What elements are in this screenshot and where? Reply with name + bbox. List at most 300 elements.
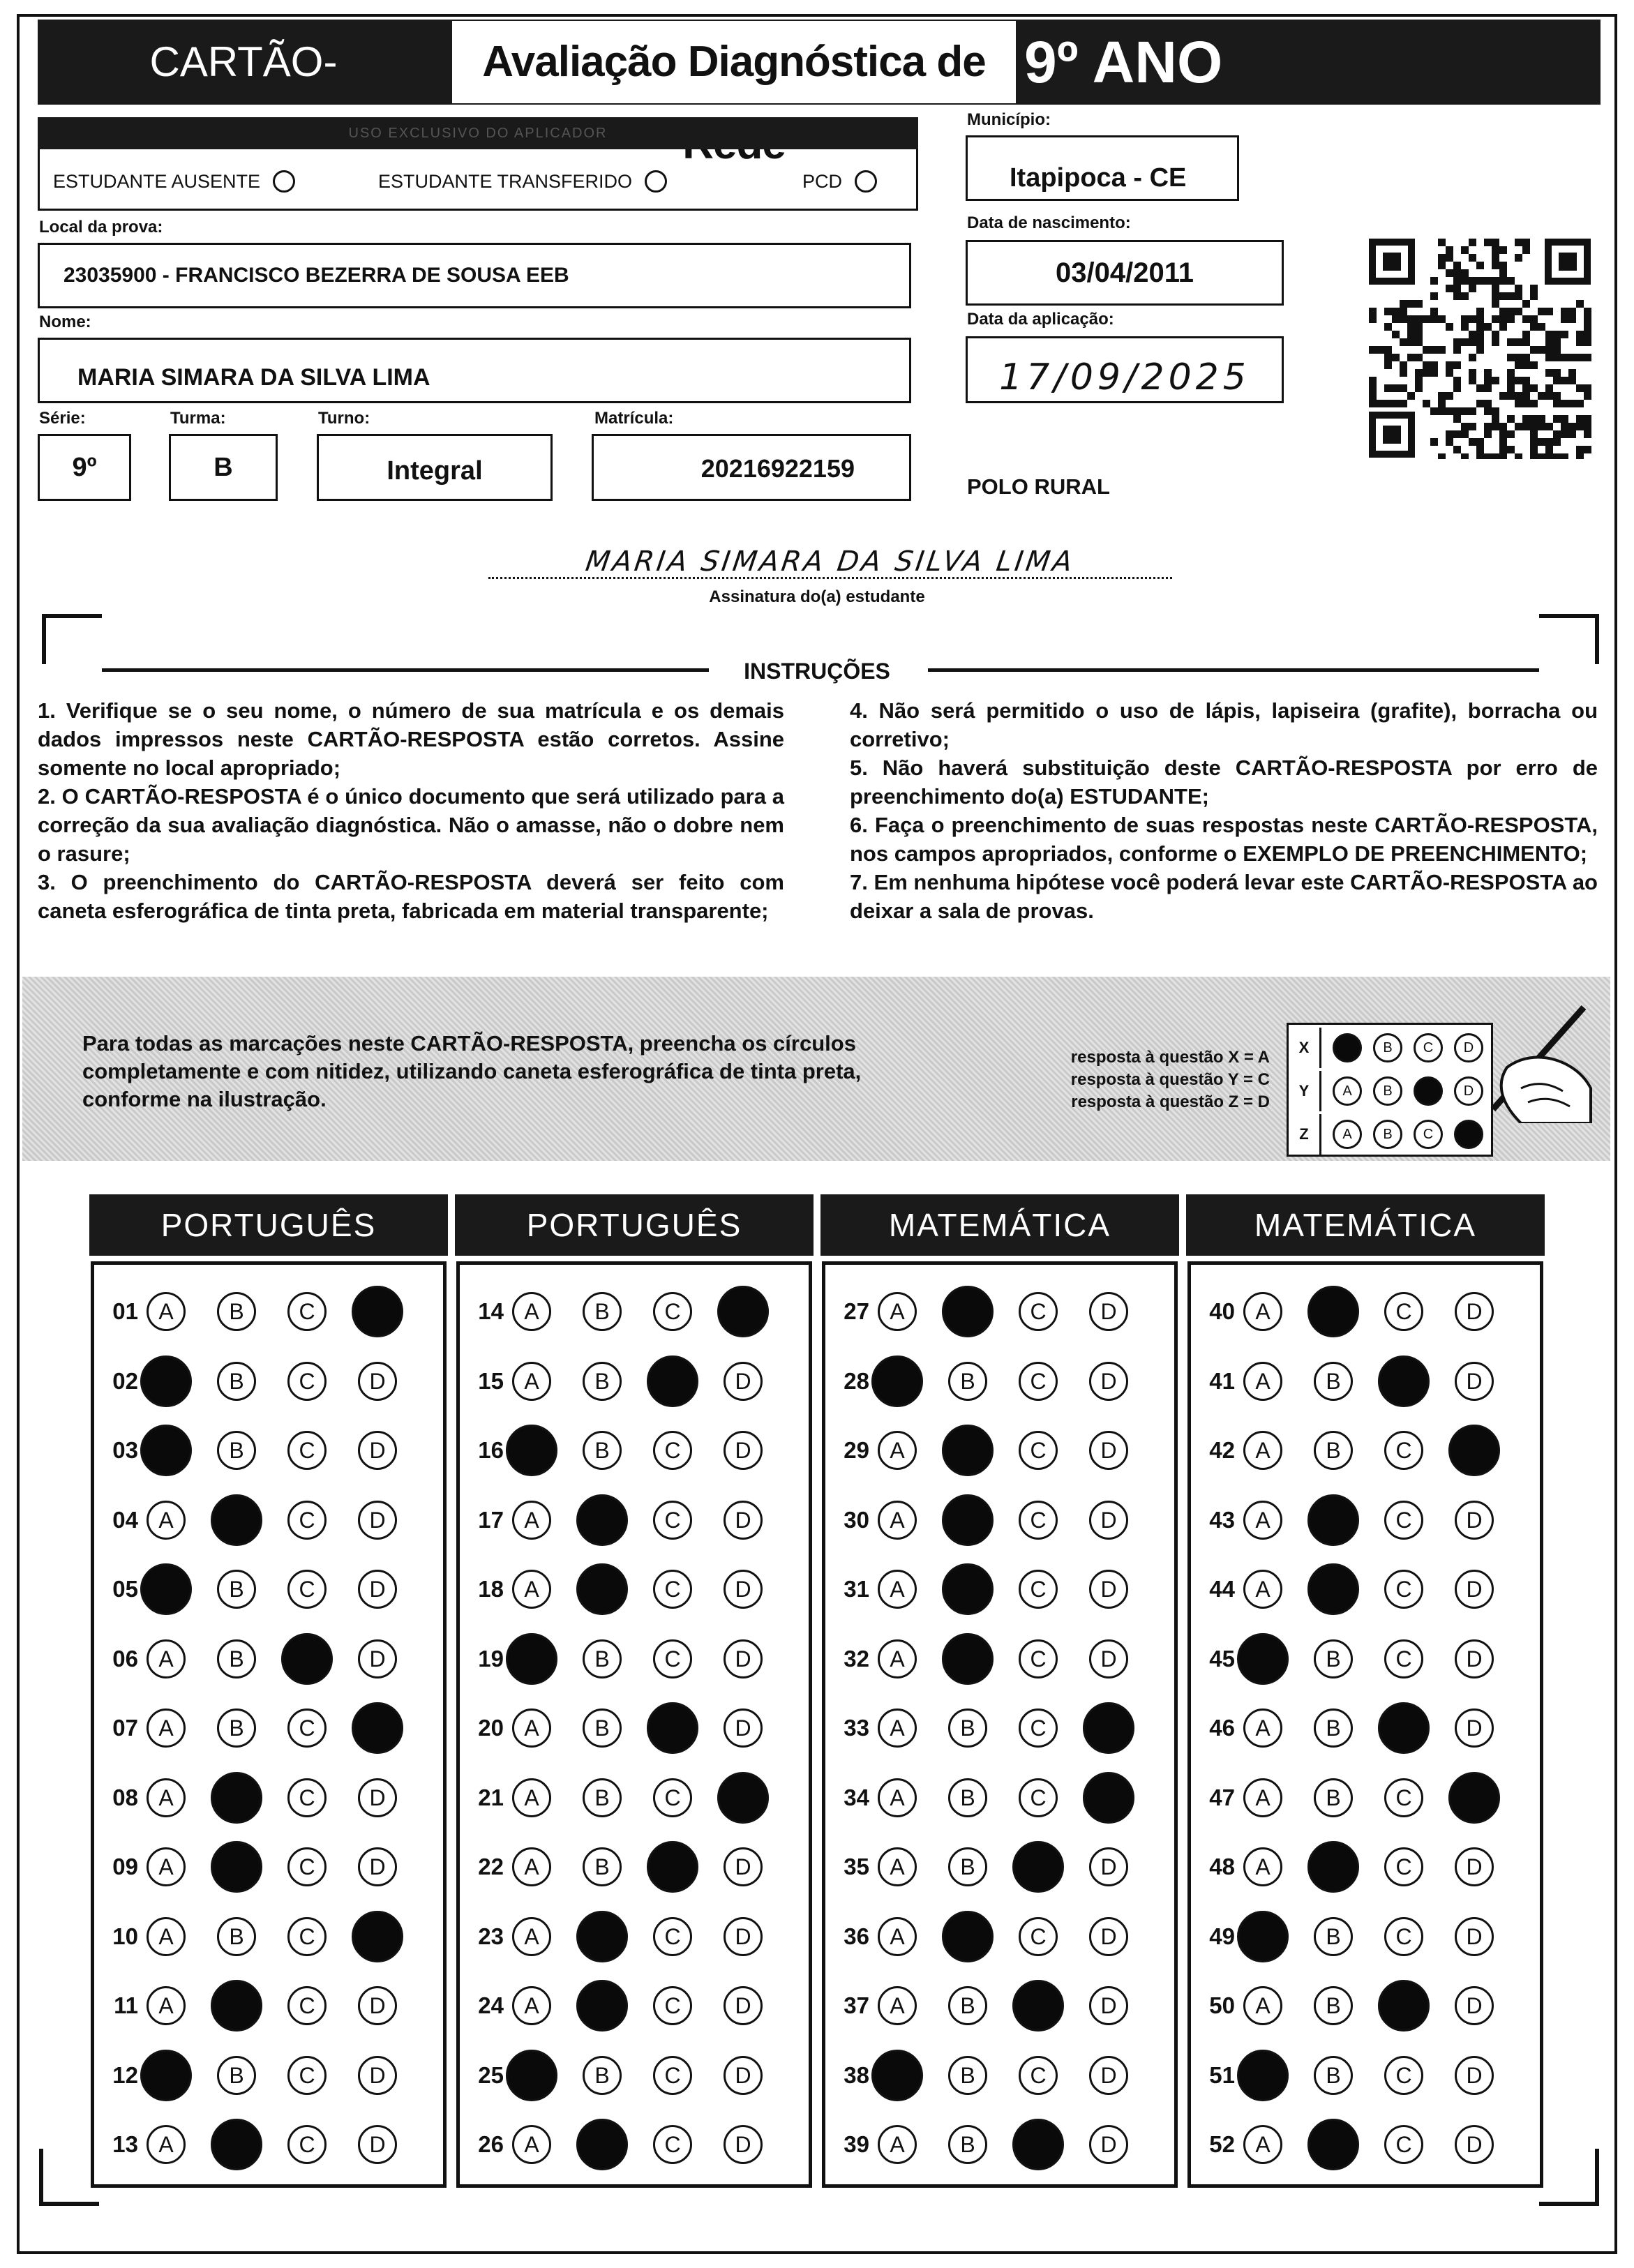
answer-bubble-b[interactable]: B [1314,1362,1353,1401]
answer-bubble-a[interactable]: A [1243,1362,1282,1401]
question-number: 44 [1209,1576,1235,1602]
answer-bubble-b[interactable]: B [583,1708,622,1748]
answer-bubble-c[interactable]: C [1019,1292,1058,1331]
nascimento-label: Data de nascimento: [967,213,1131,232]
answer-bubble-d[interactable]: D [1089,1639,1128,1679]
question-row [98,1281,428,1342]
answer-bubble-b[interactable]: B [1314,1708,1353,1748]
answer-bubble-a[interactable] [140,1425,192,1476]
answer-bubble-b[interactable] [576,1911,628,1962]
question-row [829,2045,1160,2106]
question-number: 30 [844,1506,869,1533]
answer-bubble-a[interactable]: A [512,1778,551,1817]
answer-bubble-b[interactable]: B [948,1778,987,1817]
answer-bubble-d[interactable] [352,1702,403,1754]
answer-bubble-c[interactable] [1012,1841,1064,1893]
answer-bubble-d[interactable]: D [724,1708,763,1748]
question-number: 29 [844,1437,869,1463]
answer-bubble-d[interactable]: D [358,1986,397,2025]
serie-field: 9º [38,434,131,501]
answer-bubble-a[interactable]: A [1243,2125,1282,2164]
answer-bubble-c[interactable]: C [653,1431,692,1470]
question-number: 51 [1209,2062,1235,2088]
answer-bubble-c[interactable]: C [1019,1431,1058,1470]
answer-bubble-a[interactable] [871,1355,923,1407]
answer-bubble-b[interactable]: B [217,1292,256,1331]
answer-bubble-c[interactable]: C [653,1570,692,1609]
example-bubble-c [1414,1076,1443,1106]
question-number: 32 [844,1645,869,1672]
answer-bubble-b[interactable] [576,1563,628,1615]
answer-bubble-a[interactable]: A [147,1639,186,1679]
answer-bubble-d[interactable]: D [1455,2125,1494,2164]
answer-bubble-c[interactable]: C [287,2056,327,2095]
answer-bubble-d[interactable]: D [358,2056,397,2095]
answer-bubble-c[interactable]: C [1019,2056,1058,2095]
answer-bubble-c[interactable]: C [287,1847,327,1886]
answer-bubble-b[interactable]: B [217,1431,256,1470]
answer-bubble-d[interactable]: D [1089,1362,1128,1401]
answer-bubble-a[interactable] [1237,1911,1289,1962]
question-row [1194,1559,1525,1620]
answer-bubble-b[interactable]: B [217,1708,256,1748]
answer-bubble-c[interactable]: C [287,1292,327,1331]
answer-bubble-c[interactable]: C [1019,1639,1058,1679]
answer-bubble-c[interactable]: C [1019,1708,1058,1748]
answer-bubble-d[interactable]: D [1455,1708,1494,1748]
answer-bubble-d[interactable]: D [1455,1986,1494,2025]
answer-bubble-b[interactable] [1307,1563,1359,1615]
answer-bubble-b[interactable]: B [1314,1986,1353,2025]
signature-caption: Assinatura do(a) estudante [709,587,925,606]
answer-bubble-a[interactable]: A [1243,1847,1282,1886]
question-number: 23 [478,1923,504,1949]
question-row [463,1975,794,2036]
answer-bubble-c[interactable]: C [653,1986,692,2025]
answer-bubble-d[interactable]: D [1089,1570,1128,1609]
pcd-bubble[interactable] [855,170,877,193]
transferred-bubble[interactable] [645,170,667,193]
answer-bubble-d[interactable]: D [358,2125,397,2164]
answer-bubble-b[interactable]: B [583,2056,622,2095]
answer-bubble-d[interactable]: D [1089,1847,1128,1886]
answer-bubble-b[interactable] [1307,1286,1359,1337]
answer-bubble-b[interactable]: B [948,1708,987,1748]
answer-bubble-d[interactable] [1448,1425,1500,1476]
answer-bubble-c[interactable]: C [287,1570,327,1609]
answer-bubble-d[interactable]: D [724,1431,763,1470]
answer-bubble-d[interactable]: D [1455,1501,1494,1540]
answer-bubble-c[interactable]: C [287,1708,327,1748]
absent-bubble[interactable] [273,170,295,193]
answer-bubble-c[interactable]: C [1384,1570,1423,1609]
answer-bubble-d[interactable]: D [358,1639,397,1679]
answer-bubble-b[interactable]: B [583,1778,622,1817]
answer-bubble-a[interactable]: A [878,1639,917,1679]
answer-bubble-c[interactable]: C [287,1431,327,1470]
answer-bubble-b[interactable] [211,2119,262,2170]
answer-bubble-c[interactable]: C [1019,1362,1058,1401]
answer-bubble-a[interactable]: A [512,1362,551,1401]
answer-bubble-d[interactable]: D [358,1570,397,1609]
answer-bubble-a[interactable]: A [1243,1778,1282,1817]
answer-bubble-a[interactable]: A [1243,1501,1282,1540]
question-row [1194,1906,1525,1967]
answer-bubble-d[interactable] [1083,1702,1134,1754]
question-row [463,1628,794,1690]
question-row [829,2114,1160,2175]
answer-bubble-d[interactable]: D [1089,2056,1128,2095]
answer-bubble-c[interactable] [647,1841,698,1893]
answer-bubble-c[interactable]: C [653,1501,692,1540]
answer-bubble-c[interactable]: C [287,1917,327,1956]
example-bubble-b: B [1373,1120,1402,1149]
question-number: 26 [478,2131,504,2157]
answer-bubble-a[interactable]: A [147,1501,186,1540]
answer-bubble-b[interactable] [942,1286,994,1337]
answer-bubble-c[interactable] [1378,1355,1430,1407]
answer-bubble-d[interactable]: D [1089,1431,1128,1470]
answer-bubble-c[interactable]: C [287,1362,327,1401]
answer-bubble-b[interactable]: B [583,1847,622,1886]
question-row [829,1420,1160,1481]
answer-bubble-d[interactable]: D [1089,1986,1128,2025]
question-number: 14 [478,1298,504,1324]
answer-bubble-a[interactable]: A [878,1917,917,1956]
question-row [1194,1836,1525,1898]
question-row [829,1836,1160,1898]
question-number: 40 [1209,1298,1235,1324]
question-row [829,1281,1160,1342]
answer-bubble-d[interactable]: D [1089,1292,1128,1331]
answer-bubble-c[interactable]: C [1384,2056,1423,2095]
answer-bubble-a[interactable] [506,1633,557,1685]
answer-bubble-b[interactable] [942,1911,994,1962]
answer-bubble-a[interactable]: A [1243,1708,1282,1748]
question-row [98,1628,428,1690]
section-header: PORTUGUÊS [89,1194,448,1256]
answer-bubble-c[interactable]: C [653,1917,692,1956]
answer-bubble-b[interactable] [211,1980,262,2032]
instruction-item: 6. Faça o preenchimento de suas respostas neste CARTÃO-RESPOSTA, nos campos apropriados, conforme o EXEMPLO DE PREENCHIMENTO; [850,813,1598,866]
answer-bubble-b[interactable] [942,1494,994,1546]
answer-bubble-a[interactable]: A [147,1986,186,2025]
answer-bubble-b[interactable]: B [217,1917,256,1956]
answer-bubble-d[interactable]: D [358,1847,397,1886]
answer-bubble-b[interactable] [1307,1841,1359,1893]
answer-bubble-c[interactable] [647,1702,698,1754]
matricula-field: 20216922159 [592,434,911,501]
answer-bubble-a[interactable]: A [1243,1431,1282,1470]
qr-code [1367,237,1592,459]
answer-bubble-b[interactable] [576,2119,628,2170]
answer-bubble-c[interactable]: C [653,2125,692,2164]
question-number: 17 [478,1506,504,1533]
answer-bubble-a[interactable]: A [878,1570,917,1609]
example-row-label: Y [1289,1071,1321,1111]
answer-bubble-c[interactable]: C [287,1501,327,1540]
answer-bubble-a[interactable]: A [147,1292,186,1331]
corner-mark-br [1539,2149,1599,2206]
answer-bubble-c[interactable]: C [1384,2125,1423,2164]
answer-bubble-d[interactable]: D [1089,1917,1128,1956]
example-row [1289,1028,1491,1068]
answer-bubble-b[interactable]: B [948,2125,987,2164]
answer-bubble-c[interactable]: C [287,1778,327,1817]
question-row [463,1906,794,1967]
answer-bubble-a[interactable]: A [878,1292,917,1331]
answer-bubble-d[interactable]: D [1089,2125,1128,2164]
answer-bubble-a[interactable]: A [512,1917,551,1956]
answer-bubble-b[interactable]: B [948,1362,987,1401]
example-row-label: Z [1289,1114,1321,1155]
answer-bubble-a[interactable]: A [1243,1292,1282,1331]
answer-bubble-c[interactable] [1378,1980,1430,2032]
question-row [463,2045,794,2106]
answer-bubble-c[interactable]: C [1384,1431,1423,1470]
question-number: 52 [1209,2131,1235,2157]
answer-bubble-d[interactable]: D [724,1362,763,1401]
answer-bubble-c[interactable]: C [653,1639,692,1679]
answer-bubble-d[interactable]: D [1455,1847,1494,1886]
answer-bubble-b[interactable]: B [217,1639,256,1679]
answer-bubble-c[interactable] [647,1355,698,1407]
answer-bubble-d[interactable]: D [724,1570,763,1609]
answer-bubble-d[interactable]: D [358,1362,397,1401]
question-number: 03 [112,1437,138,1463]
answer-bubble-a[interactable] [140,2050,192,2101]
corner-mark-tr [1539,614,1599,664]
answer-bubble-b[interactable] [211,1772,262,1824]
answer-bubble-c[interactable] [281,1633,333,1685]
answer-bubble-a[interactable]: A [512,1986,551,2025]
answer-bubble-d[interactable]: D [1455,1292,1494,1331]
absent-label: ESTUDANTE AUSENTE [53,170,261,192]
answer-bubble-a[interactable]: A [878,1431,917,1470]
question-number: 10 [112,1923,138,1949]
answer-bubble-a[interactable]: A [512,1292,551,1331]
answer-bubble-a[interactable]: A [878,1986,917,2025]
answer-bubble-b[interactable]: B [948,1847,987,1886]
answer-bubble-b[interactable]: B [583,1362,622,1401]
answer-bubble-b[interactable] [211,1841,262,1893]
question-row [1194,1420,1525,1481]
answer-bubble-a[interactable]: A [147,1917,186,1956]
answer-bubble-b[interactable] [942,1425,994,1476]
answer-bubble-b[interactable]: B [948,1986,987,2025]
answer-bubble-d[interactable]: D [724,1917,763,1956]
answer-bubble-b[interactable] [211,1494,262,1546]
answer-bubble-c[interactable]: C [287,1986,327,2025]
answer-bubble-b[interactable]: B [583,1431,622,1470]
answer-bubble-d[interactable] [717,1286,769,1337]
answer-bubble-c[interactable]: C [1384,1292,1423,1331]
answer-bubble-d[interactable]: D [1089,1501,1128,1540]
answer-bubble-a[interactable] [140,1563,192,1615]
answer-bubble-a[interactable] [506,1425,557,1476]
question-number: 27 [844,1298,869,1324]
answer-bubble-c[interactable]: C [1019,1778,1058,1817]
turma-label: Turma: [170,409,226,428]
answer-bubble-b[interactable] [1307,2119,1359,2170]
example-bubble-d: D [1454,1033,1483,1062]
answer-bubble-a[interactable]: A [878,1501,917,1540]
question-row [98,1906,428,1967]
answer-bubble-c[interactable]: C [287,2125,327,2164]
answer-bubble-d[interactable]: D [1455,1639,1494,1679]
answer-bubble-b[interactable]: B [217,2056,256,2095]
answer-bubble-a[interactable] [1237,2050,1289,2101]
question-row [98,1767,428,1828]
question-row [98,2045,428,2106]
aplicacao-field: 17/09/2025 [966,336,1284,403]
question-row [829,1697,1160,1759]
question-row [829,1489,1160,1551]
answer-bubble-b[interactable]: B [948,2056,987,2095]
answer-bubble-a[interactable]: A [147,1778,186,1817]
question-row [829,1906,1160,1967]
turno-label: Turno: [318,409,370,428]
answer-bubble-a[interactable]: A [1243,1986,1282,2025]
answer-bubble-c[interactable]: C [1019,1501,1058,1540]
answer-bubble-d[interactable]: D [724,1501,763,1540]
instruction-item: 5. Não haverá substituição deste CARTÃO-RESPOSTA por erro de preenchimento do(a) ESTUDANTE; [850,756,1598,809]
answer-bubble-c[interactable] [1378,1702,1430,1754]
answer-bubble-d[interactable]: D [1455,1362,1494,1401]
question-number: 07 [112,1715,138,1741]
answer-bubble-a[interactable]: A [147,2125,186,2164]
answer-bubble-c[interactable]: C [1384,1847,1423,1886]
municipio-label: Município: [967,110,1051,129]
header-grade: 9º ANO [1024,29,1223,95]
nascimento-field: 03/04/2011 [966,240,1284,306]
answer-bubble-a[interactable]: A [512,1501,551,1540]
answer-bubble-d[interactable] [1083,1772,1134,1824]
serie-label: Série: [39,409,86,428]
question-number: 08 [112,1784,138,1810]
answer-bubble-c[interactable]: C [1019,1570,1058,1609]
example-bubble-c: C [1414,1120,1443,1149]
absent-option[interactable] [53,170,295,193]
answer-bubble-b[interactable]: B [1314,1639,1353,1679]
question-number: 39 [844,2131,869,2157]
example-bubble-d: D [1454,1076,1483,1106]
answer-bubble-d[interactable] [352,1286,403,1337]
answer-bubble-d[interactable] [717,1772,769,1824]
question-number: 13 [112,2131,138,2157]
answer-bubble-c[interactable]: C [653,1778,692,1817]
answer-bubble-a[interactable]: A [147,1708,186,1748]
answer-bubble-b[interactable]: B [583,1639,622,1679]
question-row [98,1559,428,1620]
example-legend [1033,1046,1270,1113]
answer-bubble-a[interactable]: A [147,1847,186,1886]
question-number: 22 [478,1854,504,1879]
question-number: 48 [1209,1854,1235,1879]
answer-bubble-a[interactable]: A [1243,1570,1282,1609]
answer-bubble-b[interactable] [576,1494,628,1546]
answer-bubble-a[interactable]: A [512,2125,551,2164]
answer-bubble-d[interactable]: D [1455,2056,1494,2095]
question-row [829,1975,1160,2036]
answer-bubble-d[interactable]: D [358,1501,397,1540]
question-row [463,1420,794,1481]
pcd-option[interactable] [802,170,877,193]
answer-bubble-d[interactable] [1448,1772,1500,1824]
answer-bubble-d[interactable]: D [724,1639,763,1679]
local-field: 23035900 - FRANCISCO BEZERRA DE SOUSA EEB [38,243,911,308]
answer-bubble-b[interactable] [1307,1494,1359,1546]
answer-bubble-c[interactable]: C [1384,1639,1423,1679]
question-number: 43 [1209,1506,1235,1533]
answer-bubble-a[interactable]: A [878,1778,917,1817]
answer-bubble-c[interactable]: C [1384,1501,1423,1540]
applicator-title: USO EXCLUSIVO DO APLICADOR [38,117,918,149]
question-number: 18 [478,1576,504,1602]
answer-bubble-c[interactable]: C [653,2056,692,2095]
answer-bubble-a[interactable]: A [512,1708,551,1748]
answer-bubble-d[interactable]: D [1455,1570,1494,1609]
example-bubble-a [1333,1033,1362,1062]
answer-bubble-d[interactable] [352,1911,403,1962]
answer-bubble-c[interactable]: C [1384,1778,1423,1817]
answer-bubble-d[interactable]: D [724,2056,763,2095]
question-number: 06 [112,1645,138,1672]
answer-bubble-c[interactable]: C [1019,1917,1058,1956]
question-row [1194,1281,1525,1342]
answer-bubble-c[interactable] [1012,2119,1064,2170]
answer-bubble-b[interactable] [942,1563,994,1615]
answer-bubble-a[interactable]: A [878,1847,917,1886]
answer-bubble-c[interactable]: C [1384,1917,1423,1956]
answer-bubble-d[interactable]: D [358,1778,397,1817]
answer-bubble-b[interactable]: B [1314,1431,1353,1470]
answer-bubble-a[interactable] [506,2050,557,2101]
answer-bubble-a[interactable] [871,2050,923,2101]
answer-bubble-b[interactable] [942,1633,994,1685]
answer-bubble-b[interactable]: B [217,1362,256,1401]
answer-bubble-c[interactable] [1012,1980,1064,2032]
answer-bubble-c[interactable]: C [653,1292,692,1331]
answer-bubble-b[interactable]: B [1314,1778,1353,1817]
example-row-label: X [1289,1028,1321,1068]
answer-bubble-b[interactable] [576,1980,628,2032]
answer-bubble-a[interactable]: A [512,1847,551,1886]
answer-bubble-d[interactable]: D [724,1986,763,2025]
answer-bubble-b[interactable]: B [217,1570,256,1609]
answer-bubble-a[interactable]: A [878,2125,917,2164]
question-row [1194,1489,1525,1551]
answer-bubble-a[interactable]: A [878,1708,917,1748]
answer-bubble-a[interactable]: A [512,1570,551,1609]
nome-label: Nome: [39,313,91,331]
answer-bubble-a[interactable] [1237,1633,1289,1685]
answer-bubble-d[interactable]: D [358,1431,397,1470]
answer-bubble-b[interactable]: B [1314,2056,1353,2095]
answer-bubble-d[interactable]: D [1455,1917,1494,1956]
question-number: 02 [112,1367,138,1394]
answer-bubble-b[interactable]: B [1314,1917,1353,1956]
answer-bubble-a[interactable] [140,1355,192,1407]
legend-item: resposta à questão Z = D [1071,1092,1270,1111]
example-bubble-b: B [1373,1033,1402,1062]
answer-bubble-d[interactable]: D [724,2125,763,2164]
question-row [463,1836,794,1898]
transferred-option[interactable] [378,170,667,193]
answer-bubble-b[interactable]: B [583,1292,622,1331]
answer-bubble-d[interactable]: D [724,1847,763,1886]
example-grid [1287,1023,1493,1157]
